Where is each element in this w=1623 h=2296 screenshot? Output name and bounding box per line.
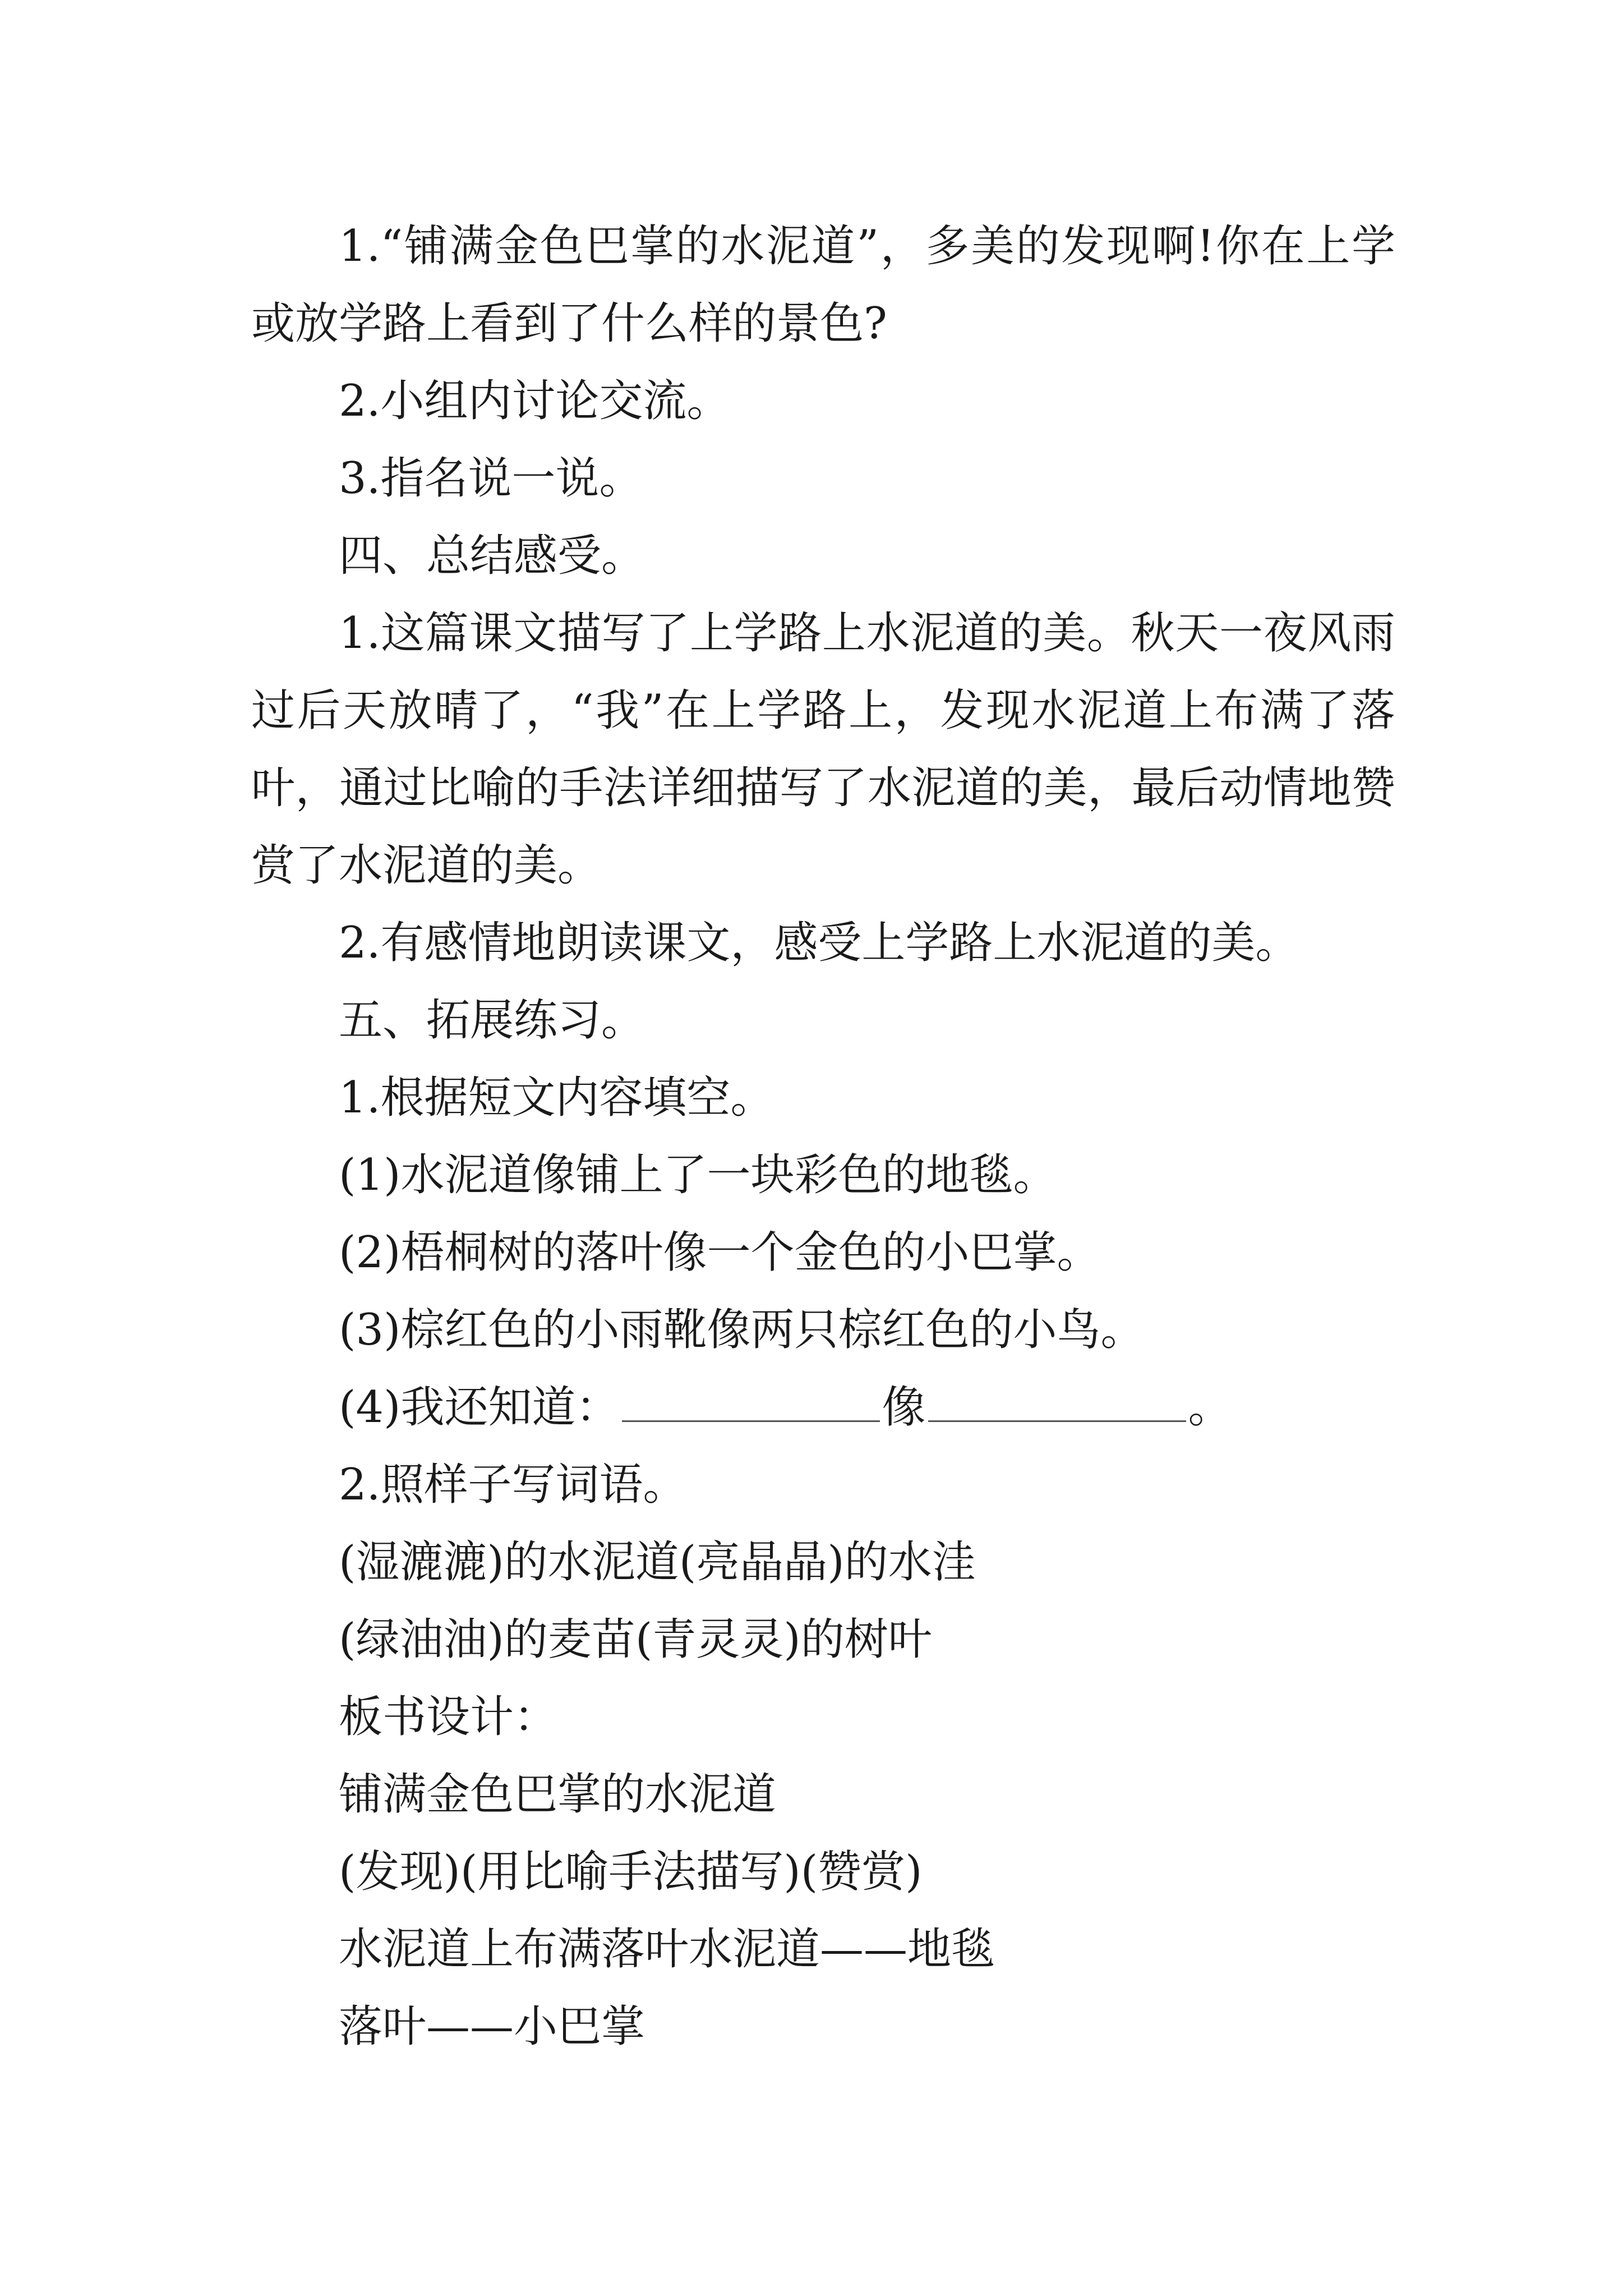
paragraph-summary-1: 1.这篇课文描写了上学路上水泥道的美。秋天一夜风雨过后天放晴了，“我”在上学路上，发现水泥道上布满了落叶，通过比喻的手法详细描写了水泥道的美，最后动情地赞赏了水泥道的美。 — [251, 608, 1395, 891]
paragraph-exercise-1: 1.根据短文内容填空。 — [339, 1073, 774, 1123]
exercise-item-4-end: 。 — [1188, 1382, 1232, 1433]
board-design-line-1: (发现)(用比喻手法描写)(赞赏) — [339, 1847, 923, 1897]
exercise-item-4-prefix: (4)我还知道： — [339, 1382, 620, 1433]
exercise-item-2: (2)梧桐树的落叶像一个金色的小巴掌。 — [339, 1227, 1101, 1278]
exercise-item-1: (1)水泥道像铺上了一块彩色的地毯。 — [339, 1150, 1057, 1200]
section-heading-summary: 四、总结感受。 — [339, 531, 645, 581]
document-body — [251, 208, 1395, 2065]
board-design-title: 铺满金色巴掌的水泥道 — [339, 1769, 777, 1820]
paragraph-summary-2: 2.有感情地朗读课文，感受上学路上水泥道的美。 — [339, 918, 1299, 968]
paragraph-question-1: 1.“铺满金色巴掌的水泥道”，多美的发现啊!你在上学或放学路上看到了什么样的景色? — [251, 221, 1395, 349]
exercise-item-3: (3)棕红色的小雨靴像两只棕红色的小鸟。 — [339, 1305, 1145, 1355]
fill-blank-2[interactable] — [928, 1381, 1186, 1422]
exercise-item-4 — [251, 1369, 1395, 1446]
paragraph-question-3: 3.指名说一说。 — [339, 453, 643, 504]
board-design-line-2: 水泥道上布满落叶水泥道——地毯 — [339, 1924, 995, 1975]
board-design-line-3: 落叶——小巴掌 — [339, 2001, 645, 2052]
fill-blank-1[interactable] — [622, 1381, 880, 1422]
board-design-heading: 板书设计： — [339, 1692, 558, 1742]
word-example-2: (绿油油)的麦苗(青灵灵)的树叶 — [339, 1614, 932, 1665]
word-example-1: (湿漉漉)的水泥道(亮晶晶)的水洼 — [339, 1537, 976, 1588]
section-heading-exercises: 五、拓展练习。 — [339, 995, 645, 1046]
exercise-item-4-middle: 像 — [882, 1382, 926, 1433]
paragraph-exercise-2: 2.照样子写词语。 — [339, 1460, 687, 1510]
paragraph-question-2: 2.小组内讨论交流。 — [339, 376, 731, 426]
